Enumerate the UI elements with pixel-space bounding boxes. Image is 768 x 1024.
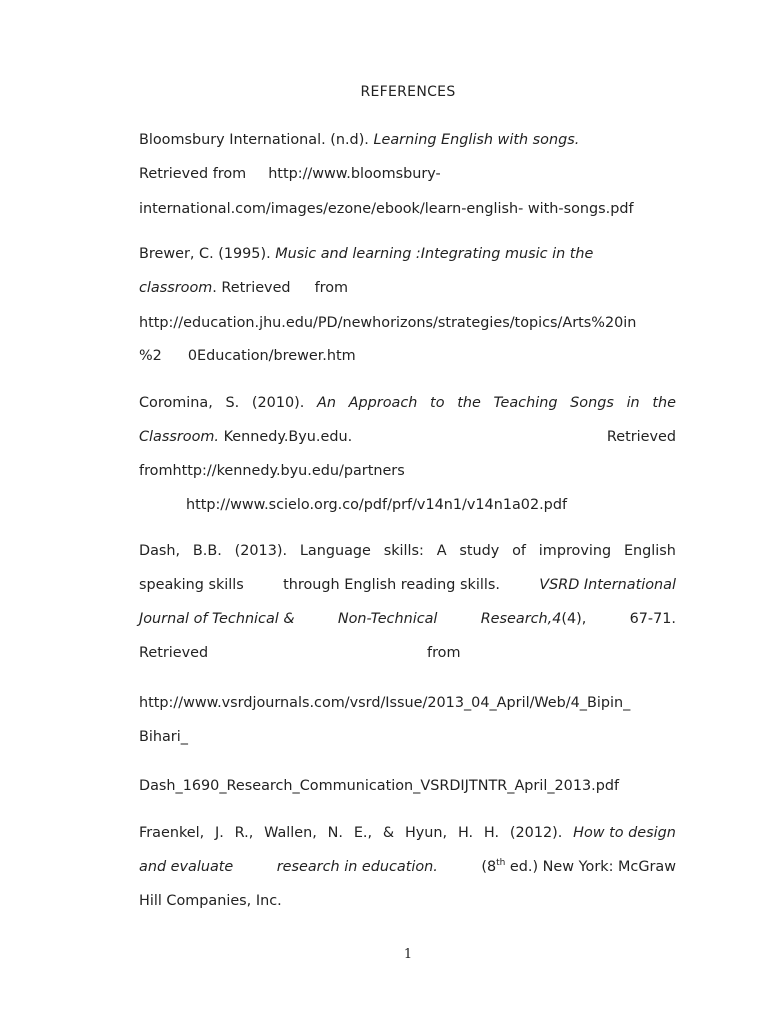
- ref-url[interactable]: http://www.scielo.org.co/pdf/prf/v14n1/v14n1a02.pdf: [186, 497, 568, 513]
- ref-author: Brewer, C. (1995).: [139, 246, 271, 262]
- ref-word: R.,: [234, 825, 254, 841]
- ref-title-word: Songs: [570, 395, 614, 411]
- ref-retrieved: Retrieved: [139, 645, 209, 661]
- ref-url-continued[interactable]: Dash_1690_Research_Communication_VSRDIJTNTR_April_2013.pdf: [139, 778, 620, 794]
- reference-fraenkel-line-2: [139, 857, 676, 877]
- ref-author: Bloomsbury International. (n.d).: [139, 132, 369, 148]
- ref-title-continued: classroom: [139, 280, 213, 296]
- ref-edition-sup: th: [496, 858, 506, 869]
- ref-word: S.: [225, 395, 240, 411]
- ref-url[interactable]: http://education.jhu.edu/PD/newhorizons/strategies/topics/Arts%20in: [139, 315, 637, 331]
- reference-bloomsbury-line-1: [139, 130, 676, 150]
- ref-title-word: the: [652, 395, 676, 411]
- ref-publisher: Hill Companies, Inc.: [139, 893, 282, 909]
- ref-title: and evaluate: [139, 859, 234, 875]
- ref-word: (2010).: [251, 395, 305, 411]
- ref-word: A: [436, 543, 447, 559]
- reference-brewer-line-3: [139, 313, 676, 333]
- ref-retrieved: Retrieved from: [139, 166, 247, 182]
- ref-title: Music and learning :Integrating music in the: [275, 246, 594, 262]
- reference-coromina-line-2: [139, 427, 676, 447]
- ref-url-continued-a[interactable]: %2: [139, 348, 162, 364]
- ref-word: improving: [538, 543, 612, 559]
- ref-word: Wallen,: [264, 825, 317, 841]
- ref-url[interactable]: http://www.bloomsbury-: [268, 166, 441, 182]
- ref-word: (2012).: [509, 825, 563, 841]
- ref-url-continued-b[interactable]: 0Education/brewer.htm: [187, 348, 356, 364]
- ref-journal: Journal of Technical &: [139, 611, 295, 627]
- ref-title-word: Classroom.: [139, 429, 219, 445]
- ref-url[interactable]: fromhttp://kennedy.byu.edu/partners: [139, 463, 405, 479]
- ref-word: Language: [299, 543, 371, 559]
- ref-publisher: ed.) New York: McGraw: [505, 859, 676, 875]
- ref-title-word: Teaching: [493, 395, 558, 411]
- ref-title: Learning English with songs.: [373, 132, 580, 148]
- ref-title-word: An: [317, 395, 336, 411]
- ref-url-continued[interactable]: Bihari_: [139, 729, 188, 745]
- ref-word: E.,: [353, 825, 373, 841]
- ref-text: through English reading skills.: [283, 577, 500, 593]
- ref-title-word: in: [626, 395, 640, 411]
- reference-brewer-line-4: [139, 346, 676, 366]
- ref-from: from: [427, 645, 461, 661]
- ref-word: Dash,: [139, 543, 181, 559]
- ref-issue: (4),: [561, 611, 587, 627]
- ref-volume: 4: [552, 611, 562, 627]
- reference-coromina-line-1: [139, 393, 676, 413]
- ref-word: &: [382, 825, 395, 841]
- ref-retrieved: . Retrieved: [212, 280, 291, 296]
- ref-word: H.: [483, 825, 500, 841]
- ref-journal: Non-Technical: [337, 611, 438, 627]
- ref-url-continued[interactable]: international.com/images/ezone/ebook/learn-english- with-songs.pdf: [139, 201, 634, 217]
- reference-fraenkel-line-3: [139, 891, 676, 911]
- ref-word: N.: [327, 825, 343, 841]
- ref-word: (2013).: [234, 543, 288, 559]
- reference-brewer-line-1: [139, 244, 676, 264]
- ref-word: H.: [457, 825, 474, 841]
- ref-title-word: Approach: [348, 395, 418, 411]
- ref-word: Coromina,: [139, 395, 213, 411]
- ref-word: study: [459, 543, 500, 559]
- ref-title: How to design: [573, 825, 676, 841]
- reference-dash-line-3: [139, 609, 676, 629]
- ref-title: research in education.: [276, 859, 438, 875]
- reference-bloomsbury-line-2: [139, 164, 676, 184]
- ref-word: skills:: [383, 543, 424, 559]
- ref-word: Fraenkel,: [139, 825, 205, 841]
- page-number: 1: [403, 947, 413, 962]
- ref-journal: VSRD International: [539, 577, 676, 593]
- ref-word: of: [512, 543, 526, 559]
- ref-journal: Research,: [480, 611, 553, 627]
- ref-title-word: to: [430, 395, 445, 411]
- ref-site: Kennedy.Byu.edu.: [223, 429, 353, 445]
- ref-word: Hyun,: [404, 825, 448, 841]
- reference-coromina-line-3: [139, 461, 676, 481]
- page-title: REFERENCES: [360, 84, 456, 100]
- reference-fraenkel-line-1: [139, 823, 676, 843]
- reference-dash-line-1: [139, 541, 676, 561]
- ref-title-word: the: [457, 395, 481, 411]
- reference-bloomsbury-line-3: [139, 199, 676, 219]
- reference-brewer-line-2: [139, 278, 676, 298]
- reference-dash-line-6: [139, 727, 676, 747]
- reference-dash-line-4: [139, 643, 676, 663]
- reference-coromina-line-4: [186, 495, 723, 515]
- ref-word: B.B.: [192, 543, 222, 559]
- ref-retrieved: Retrieved: [606, 429, 676, 445]
- reference-dash-line-7: [139, 776, 676, 796]
- ref-word: J.: [215, 825, 224, 841]
- ref-word: English: [623, 543, 676, 559]
- reference-dash-line-5: [139, 693, 676, 713]
- ref-pages: 67-71.: [629, 611, 676, 627]
- reference-dash-line-2: [139, 575, 676, 595]
- ref-text: speaking skills: [139, 577, 244, 593]
- ref-from: from: [314, 280, 349, 296]
- ref-url[interactable]: http://www.vsrdjournals.com/vsrd/Issue/2013_04_April/Web/4_Bipin_: [139, 695, 631, 711]
- ref-edition: (8: [481, 859, 497, 875]
